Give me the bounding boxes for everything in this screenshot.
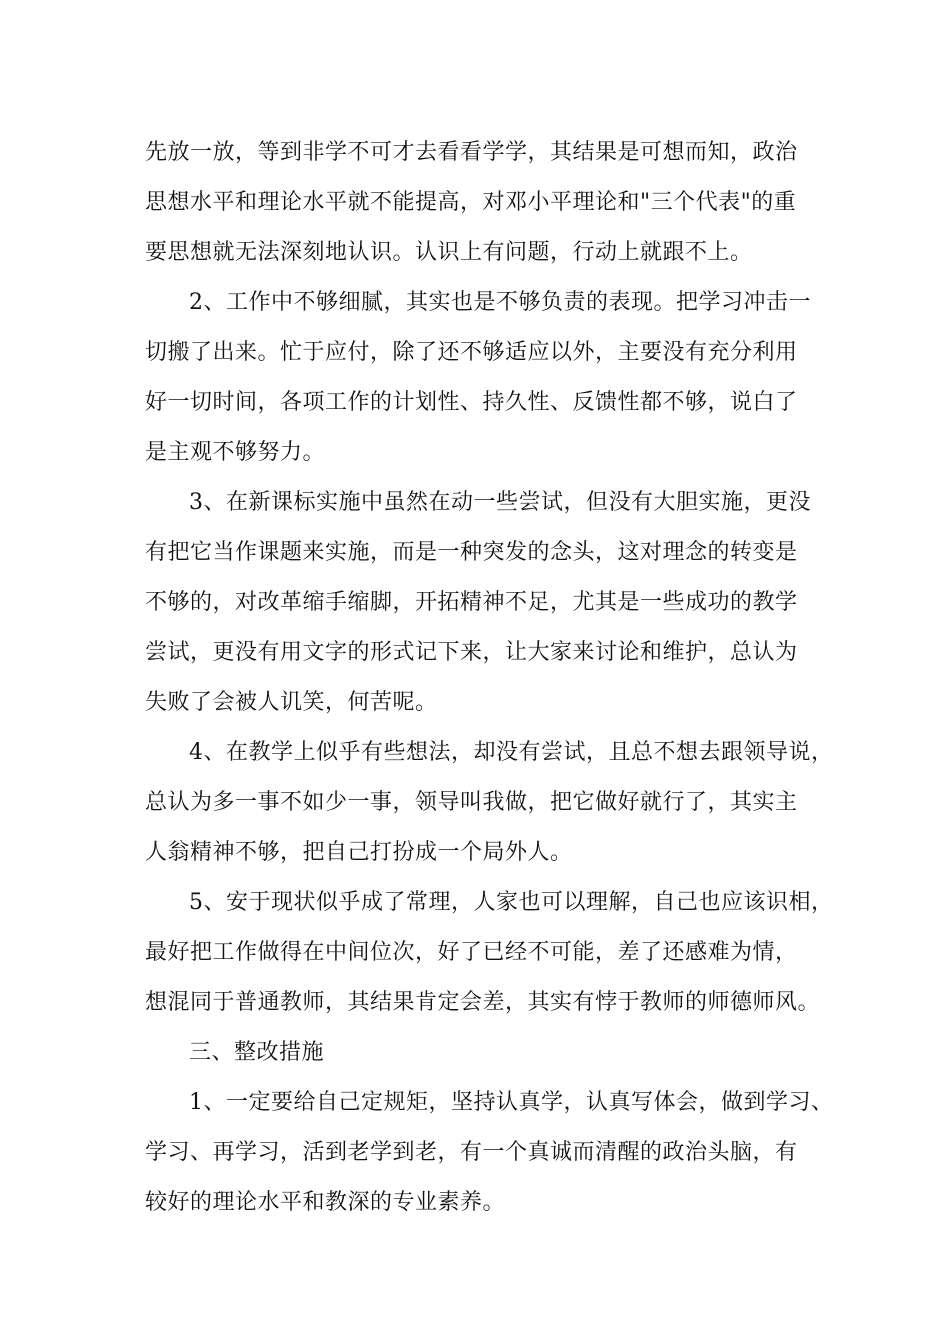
text-line: 不够的，对改革缩手缩脚，开拓精神不足，尤其是一些成功的教学: [145, 590, 798, 615]
text-line: 2、工作中不够细腻，其实也是不够负责的表现。把学习冲击一: [189, 290, 811, 315]
text-line: 是主观不够努力。: [145, 440, 326, 465]
document-body: [145, 128, 834, 1228]
text-line: 5、安于现状似乎成了常理，人家也可以理解，自己也应该识相，: [189, 890, 834, 915]
text-line: 好一切时间，各项工作的计划性、持久性、反馈性都不够，说白了: [145, 390, 798, 415]
text-line: 1、一定要给自己定规矩，坚持认真学，认真写体会，做到学习、: [189, 1090, 834, 1115]
text-line: 先放一放，等到非学不可才去看看学学，其结果是可想而知，政治: [145, 140, 798, 165]
section-heading: 三、整改措施: [189, 1040, 325, 1065]
text-line: 想混同于普通教师，其结果肯定会差，其实有悖于教师的师德师风。: [145, 990, 821, 1015]
text-line: 人翁精神不够，把自己打扮成一个局外人。: [145, 840, 573, 865]
text-line: 较好的理论水平和教深的专业素养。: [145, 1190, 506, 1215]
text-line: 切搬了出来。忙于应付，除了还不够适应以外，主要没有充分利用: [145, 340, 798, 365]
text-line: 尝试，更没有用文字的形式记下来，让大家来讨论和维护，总认为: [145, 640, 798, 665]
text-line: 失败了会被人讥笑，何苦呢。: [145, 690, 438, 715]
text-line: 3、在新课标实施中虽然在动一些尝试，但没有大胆实施，更没: [189, 490, 811, 515]
text-line: 思想水平和理论水平就不能提高，对邓小平理论和"三个代表"的重: [145, 190, 797, 215]
text-line: 要思想就无法深刻地认识。认识上有问题，行动上就跟不上。: [145, 240, 753, 265]
text-line: 最好把工作做得在中间位次，好了已经不可能，差了还感难为情，: [145, 940, 798, 965]
text-line: 学习、再学习，活到老学到老，有一个真诚而清醒的政治头脑，有: [145, 1140, 798, 1165]
text-line: 4、在教学上似乎有些想法，却没有尝试，且总不想去跟领导说，: [189, 740, 834, 765]
text-line: 有把它当作课题来实施，而是一种突发的念头，这对理念的转变是: [145, 540, 798, 565]
text-line: 总认为多一事不如少一事，领导叫我做，把它做好就行了，其实主: [145, 790, 798, 815]
